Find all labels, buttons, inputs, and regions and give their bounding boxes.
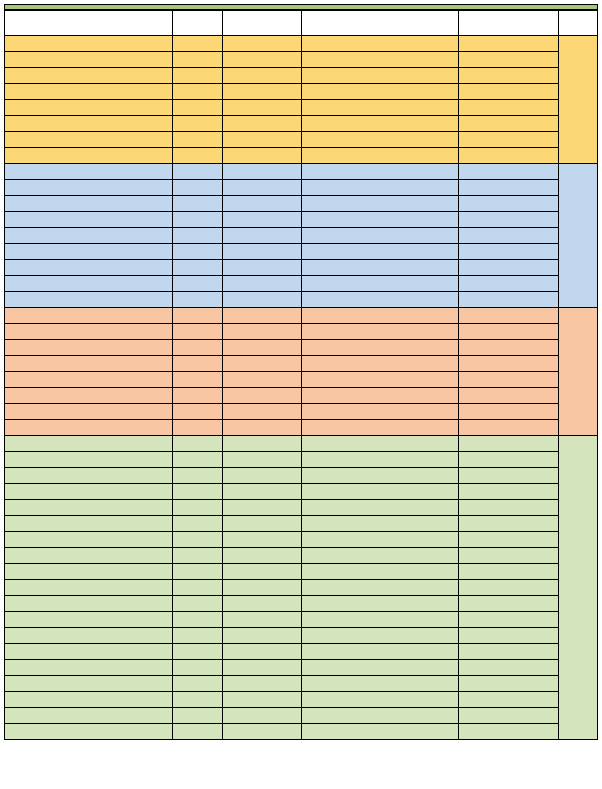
table-cell	[223, 628, 301, 644]
table-cell	[173, 68, 223, 84]
table-cell	[5, 548, 173, 564]
table-row	[5, 436, 598, 452]
table-cell	[173, 100, 223, 116]
table-cell	[301, 596, 458, 612]
table-cell	[5, 132, 173, 148]
table-cell	[223, 196, 301, 212]
table-cell	[223, 116, 301, 132]
table-cell	[173, 660, 223, 676]
table-cell	[458, 372, 559, 388]
table-cell	[5, 724, 173, 740]
table-cell	[458, 132, 559, 148]
table-cell	[458, 260, 559, 276]
table-cell	[301, 484, 458, 500]
table-row	[5, 84, 598, 100]
table-cell	[223, 148, 301, 164]
table-cell	[5, 484, 173, 500]
table-cell	[173, 116, 223, 132]
table-cell	[301, 628, 458, 644]
table-cell	[173, 500, 223, 516]
table-cell	[301, 420, 458, 436]
table-cell	[458, 340, 559, 356]
column-header	[559, 11, 598, 36]
table-cell	[458, 228, 559, 244]
table-row	[5, 180, 598, 196]
table-cell	[5, 468, 173, 484]
table-cell	[173, 228, 223, 244]
table-cell	[173, 404, 223, 420]
table-cell	[223, 404, 301, 420]
table-cell	[458, 212, 559, 228]
table-cell	[223, 340, 301, 356]
table-cell	[223, 324, 301, 340]
table-row	[5, 612, 598, 628]
table-cell	[458, 164, 559, 180]
table-cell	[173, 484, 223, 500]
table-row	[5, 324, 598, 340]
table-cell	[5, 500, 173, 516]
table-row	[5, 580, 598, 596]
table-cell	[301, 84, 458, 100]
table-cell	[458, 68, 559, 84]
table-cell	[5, 660, 173, 676]
table-cell	[301, 708, 458, 724]
table-cell	[173, 196, 223, 212]
table-cell	[173, 324, 223, 340]
table-cell	[173, 148, 223, 164]
table-cell	[5, 308, 173, 324]
table-row	[5, 404, 598, 420]
column-header	[458, 11, 559, 36]
table-cell	[458, 180, 559, 196]
table-row	[5, 484, 598, 500]
table-cell	[173, 276, 223, 292]
table-cell	[301, 516, 458, 532]
table-cell	[173, 164, 223, 180]
table-row	[5, 228, 598, 244]
table-cell	[5, 164, 173, 180]
table-row	[5, 500, 598, 516]
table-cell	[5, 276, 173, 292]
table-cell	[5, 68, 173, 84]
table-cell	[301, 644, 458, 660]
table-cell	[223, 660, 301, 676]
table-row	[5, 212, 598, 228]
table-cell	[173, 212, 223, 228]
table-cell	[458, 100, 559, 116]
table-cell	[173, 340, 223, 356]
table-cell	[301, 564, 458, 580]
table-cell	[173, 180, 223, 196]
table-cell	[301, 132, 458, 148]
table-cell	[223, 724, 301, 740]
table-cell	[5, 356, 173, 372]
table-cell	[458, 292, 559, 308]
table-cell	[223, 516, 301, 532]
table-row	[5, 564, 598, 580]
table-cell	[301, 612, 458, 628]
table-cell	[223, 420, 301, 436]
table-cell	[223, 612, 301, 628]
table-row	[5, 132, 598, 148]
table-cell	[5, 116, 173, 132]
table-cell	[301, 356, 458, 372]
table-cell	[173, 420, 223, 436]
table-row	[5, 660, 598, 676]
table-cell	[458, 676, 559, 692]
group-label	[559, 308, 598, 436]
table-cell	[458, 404, 559, 420]
table-cell	[301, 180, 458, 196]
column-header	[301, 11, 458, 36]
table-cell	[173, 628, 223, 644]
table-cell	[301, 692, 458, 708]
table-row	[5, 116, 598, 132]
table-cell	[458, 388, 559, 404]
column-header	[173, 11, 223, 36]
table-cell	[5, 596, 173, 612]
table-cell	[173, 260, 223, 276]
table-cell	[223, 244, 301, 260]
table-cell	[5, 52, 173, 68]
table-cell	[5, 436, 173, 452]
table-cell	[458, 564, 559, 580]
table-cell	[223, 212, 301, 228]
table-row	[5, 388, 598, 404]
table-cell	[301, 372, 458, 388]
table-cell	[301, 580, 458, 596]
table-cell	[458, 660, 559, 676]
table-header-row	[5, 11, 598, 36]
table-cell	[5, 644, 173, 660]
table-cell	[5, 36, 173, 52]
table-cell	[5, 676, 173, 692]
table-cell	[5, 84, 173, 100]
table-row	[5, 356, 598, 372]
table-row	[5, 596, 598, 612]
table-cell	[5, 148, 173, 164]
table-cell	[5, 196, 173, 212]
table-cell	[301, 244, 458, 260]
table-cell	[223, 484, 301, 500]
table-cell	[173, 676, 223, 692]
table-cell	[5, 564, 173, 580]
table-cell	[301, 548, 458, 564]
table-cell	[301, 212, 458, 228]
table-row	[5, 532, 598, 548]
table-row	[5, 68, 598, 84]
staff-schedule-table	[4, 10, 598, 740]
table-row	[5, 308, 598, 324]
table-row	[5, 100, 598, 116]
table-cell	[458, 580, 559, 596]
table-cell	[301, 68, 458, 84]
table-cell	[223, 692, 301, 708]
table-cell	[223, 180, 301, 196]
table-cell	[223, 228, 301, 244]
table-cell	[458, 724, 559, 740]
table-cell	[301, 196, 458, 212]
table-cell	[223, 356, 301, 372]
table-cell	[301, 148, 458, 164]
table-row	[5, 692, 598, 708]
table-cell	[5, 516, 173, 532]
table-cell	[173, 692, 223, 708]
table-cell	[5, 212, 173, 228]
table-cell	[458, 308, 559, 324]
table-row	[5, 196, 598, 212]
column-header	[5, 11, 173, 36]
table-cell	[173, 580, 223, 596]
table-cell	[223, 372, 301, 388]
table-cell	[458, 116, 559, 132]
table-cell	[301, 260, 458, 276]
table-cell	[223, 532, 301, 548]
table-cell	[173, 452, 223, 468]
table-cell	[223, 548, 301, 564]
table-cell	[223, 500, 301, 516]
table-row	[5, 148, 598, 164]
table-cell	[5, 180, 173, 196]
table-cell	[5, 292, 173, 308]
table-cell	[301, 324, 458, 340]
table-cell	[458, 196, 559, 212]
table-cell	[5, 100, 173, 116]
table-cell	[5, 340, 173, 356]
table-cell	[5, 532, 173, 548]
table-cell	[301, 724, 458, 740]
table-cell	[223, 596, 301, 612]
table-cell	[173, 292, 223, 308]
table-cell	[173, 52, 223, 68]
table-cell	[173, 388, 223, 404]
table-cell	[458, 596, 559, 612]
table-cell	[223, 260, 301, 276]
table-cell	[458, 436, 559, 452]
table-cell	[5, 404, 173, 420]
table-cell	[5, 388, 173, 404]
group-label	[559, 436, 598, 740]
table-body	[5, 36, 598, 740]
table-cell	[5, 708, 173, 724]
table-cell	[301, 676, 458, 692]
table-row	[5, 164, 598, 180]
table-cell	[223, 644, 301, 660]
table-cell	[301, 452, 458, 468]
group-label	[559, 164, 598, 308]
table-cell	[5, 692, 173, 708]
table-cell	[223, 436, 301, 452]
table-row	[5, 676, 598, 692]
table-row	[5, 452, 598, 468]
table-cell	[173, 36, 223, 52]
table-cell	[458, 324, 559, 340]
table-cell	[173, 644, 223, 660]
table-cell	[458, 628, 559, 644]
column-header	[223, 11, 301, 36]
table-cell	[458, 276, 559, 292]
table-cell	[223, 68, 301, 84]
table-cell	[458, 644, 559, 660]
table-row	[5, 292, 598, 308]
table-cell	[223, 388, 301, 404]
table-cell	[458, 420, 559, 436]
table-cell	[301, 468, 458, 484]
table-cell	[173, 564, 223, 580]
table-cell	[223, 708, 301, 724]
table-cell	[223, 164, 301, 180]
table-row	[5, 260, 598, 276]
table-cell	[5, 452, 173, 468]
table-row	[5, 52, 598, 68]
table-cell	[223, 52, 301, 68]
table-cell	[458, 532, 559, 548]
table-cell	[458, 516, 559, 532]
table-cell	[458, 612, 559, 628]
table-cell	[173, 612, 223, 628]
table-cell	[458, 148, 559, 164]
table-row	[5, 276, 598, 292]
table-cell	[5, 628, 173, 644]
table-cell	[301, 52, 458, 68]
table-cell	[5, 260, 173, 276]
table-cell	[173, 356, 223, 372]
table-cell	[301, 404, 458, 420]
table-cell	[223, 36, 301, 52]
table-cell	[173, 132, 223, 148]
table-cell	[223, 452, 301, 468]
table-cell	[458, 244, 559, 260]
table-cell	[173, 548, 223, 564]
table-cell	[301, 388, 458, 404]
table-cell	[458, 356, 559, 372]
table-row	[5, 340, 598, 356]
table-cell	[301, 308, 458, 324]
table-cell	[458, 500, 559, 516]
table-cell	[301, 532, 458, 548]
table-cell	[458, 468, 559, 484]
table-cell	[301, 500, 458, 516]
table-cell	[223, 564, 301, 580]
table-cell	[458, 708, 559, 724]
table-cell	[5, 420, 173, 436]
table-cell	[301, 340, 458, 356]
table-cell	[458, 692, 559, 708]
table-cell	[173, 532, 223, 548]
table-row	[5, 628, 598, 644]
table-row	[5, 708, 598, 724]
table-cell	[173, 468, 223, 484]
table-cell	[173, 372, 223, 388]
table-cell	[5, 228, 173, 244]
table-cell	[301, 164, 458, 180]
table-cell	[301, 116, 458, 132]
table-cell	[458, 36, 559, 52]
table-cell	[173, 244, 223, 260]
table-cell	[5, 244, 173, 260]
table-cell	[173, 84, 223, 100]
table-cell	[223, 84, 301, 100]
table-cell	[173, 436, 223, 452]
table-cell	[223, 468, 301, 484]
table-row	[5, 644, 598, 660]
table-row	[5, 724, 598, 740]
table-cell	[5, 612, 173, 628]
table-cell	[223, 276, 301, 292]
table-row	[5, 548, 598, 564]
table-cell	[301, 100, 458, 116]
table-cell	[301, 276, 458, 292]
table-cell	[223, 580, 301, 596]
table-cell	[458, 84, 559, 100]
table-cell	[223, 132, 301, 148]
table-cell	[173, 724, 223, 740]
table-row	[5, 420, 598, 436]
table-row	[5, 244, 598, 260]
table-cell	[5, 372, 173, 388]
table-cell	[301, 36, 458, 52]
table-cell	[301, 228, 458, 244]
table-cell	[223, 292, 301, 308]
table-cell	[301, 436, 458, 452]
table-cell	[458, 484, 559, 500]
table-cell	[173, 708, 223, 724]
table-cell	[173, 516, 223, 532]
table-cell	[458, 452, 559, 468]
table-row	[5, 372, 598, 388]
table-cell	[223, 100, 301, 116]
table-cell	[301, 292, 458, 308]
table-row	[5, 468, 598, 484]
table-cell	[5, 580, 173, 596]
table-cell	[5, 324, 173, 340]
table-cell	[223, 308, 301, 324]
table-cell	[301, 660, 458, 676]
table-cell	[458, 548, 559, 564]
table-row	[5, 516, 598, 532]
group-label	[559, 36, 598, 164]
table-cell	[173, 596, 223, 612]
table-row	[5, 36, 598, 52]
table-cell	[173, 308, 223, 324]
table-cell	[223, 676, 301, 692]
table-cell	[458, 52, 559, 68]
